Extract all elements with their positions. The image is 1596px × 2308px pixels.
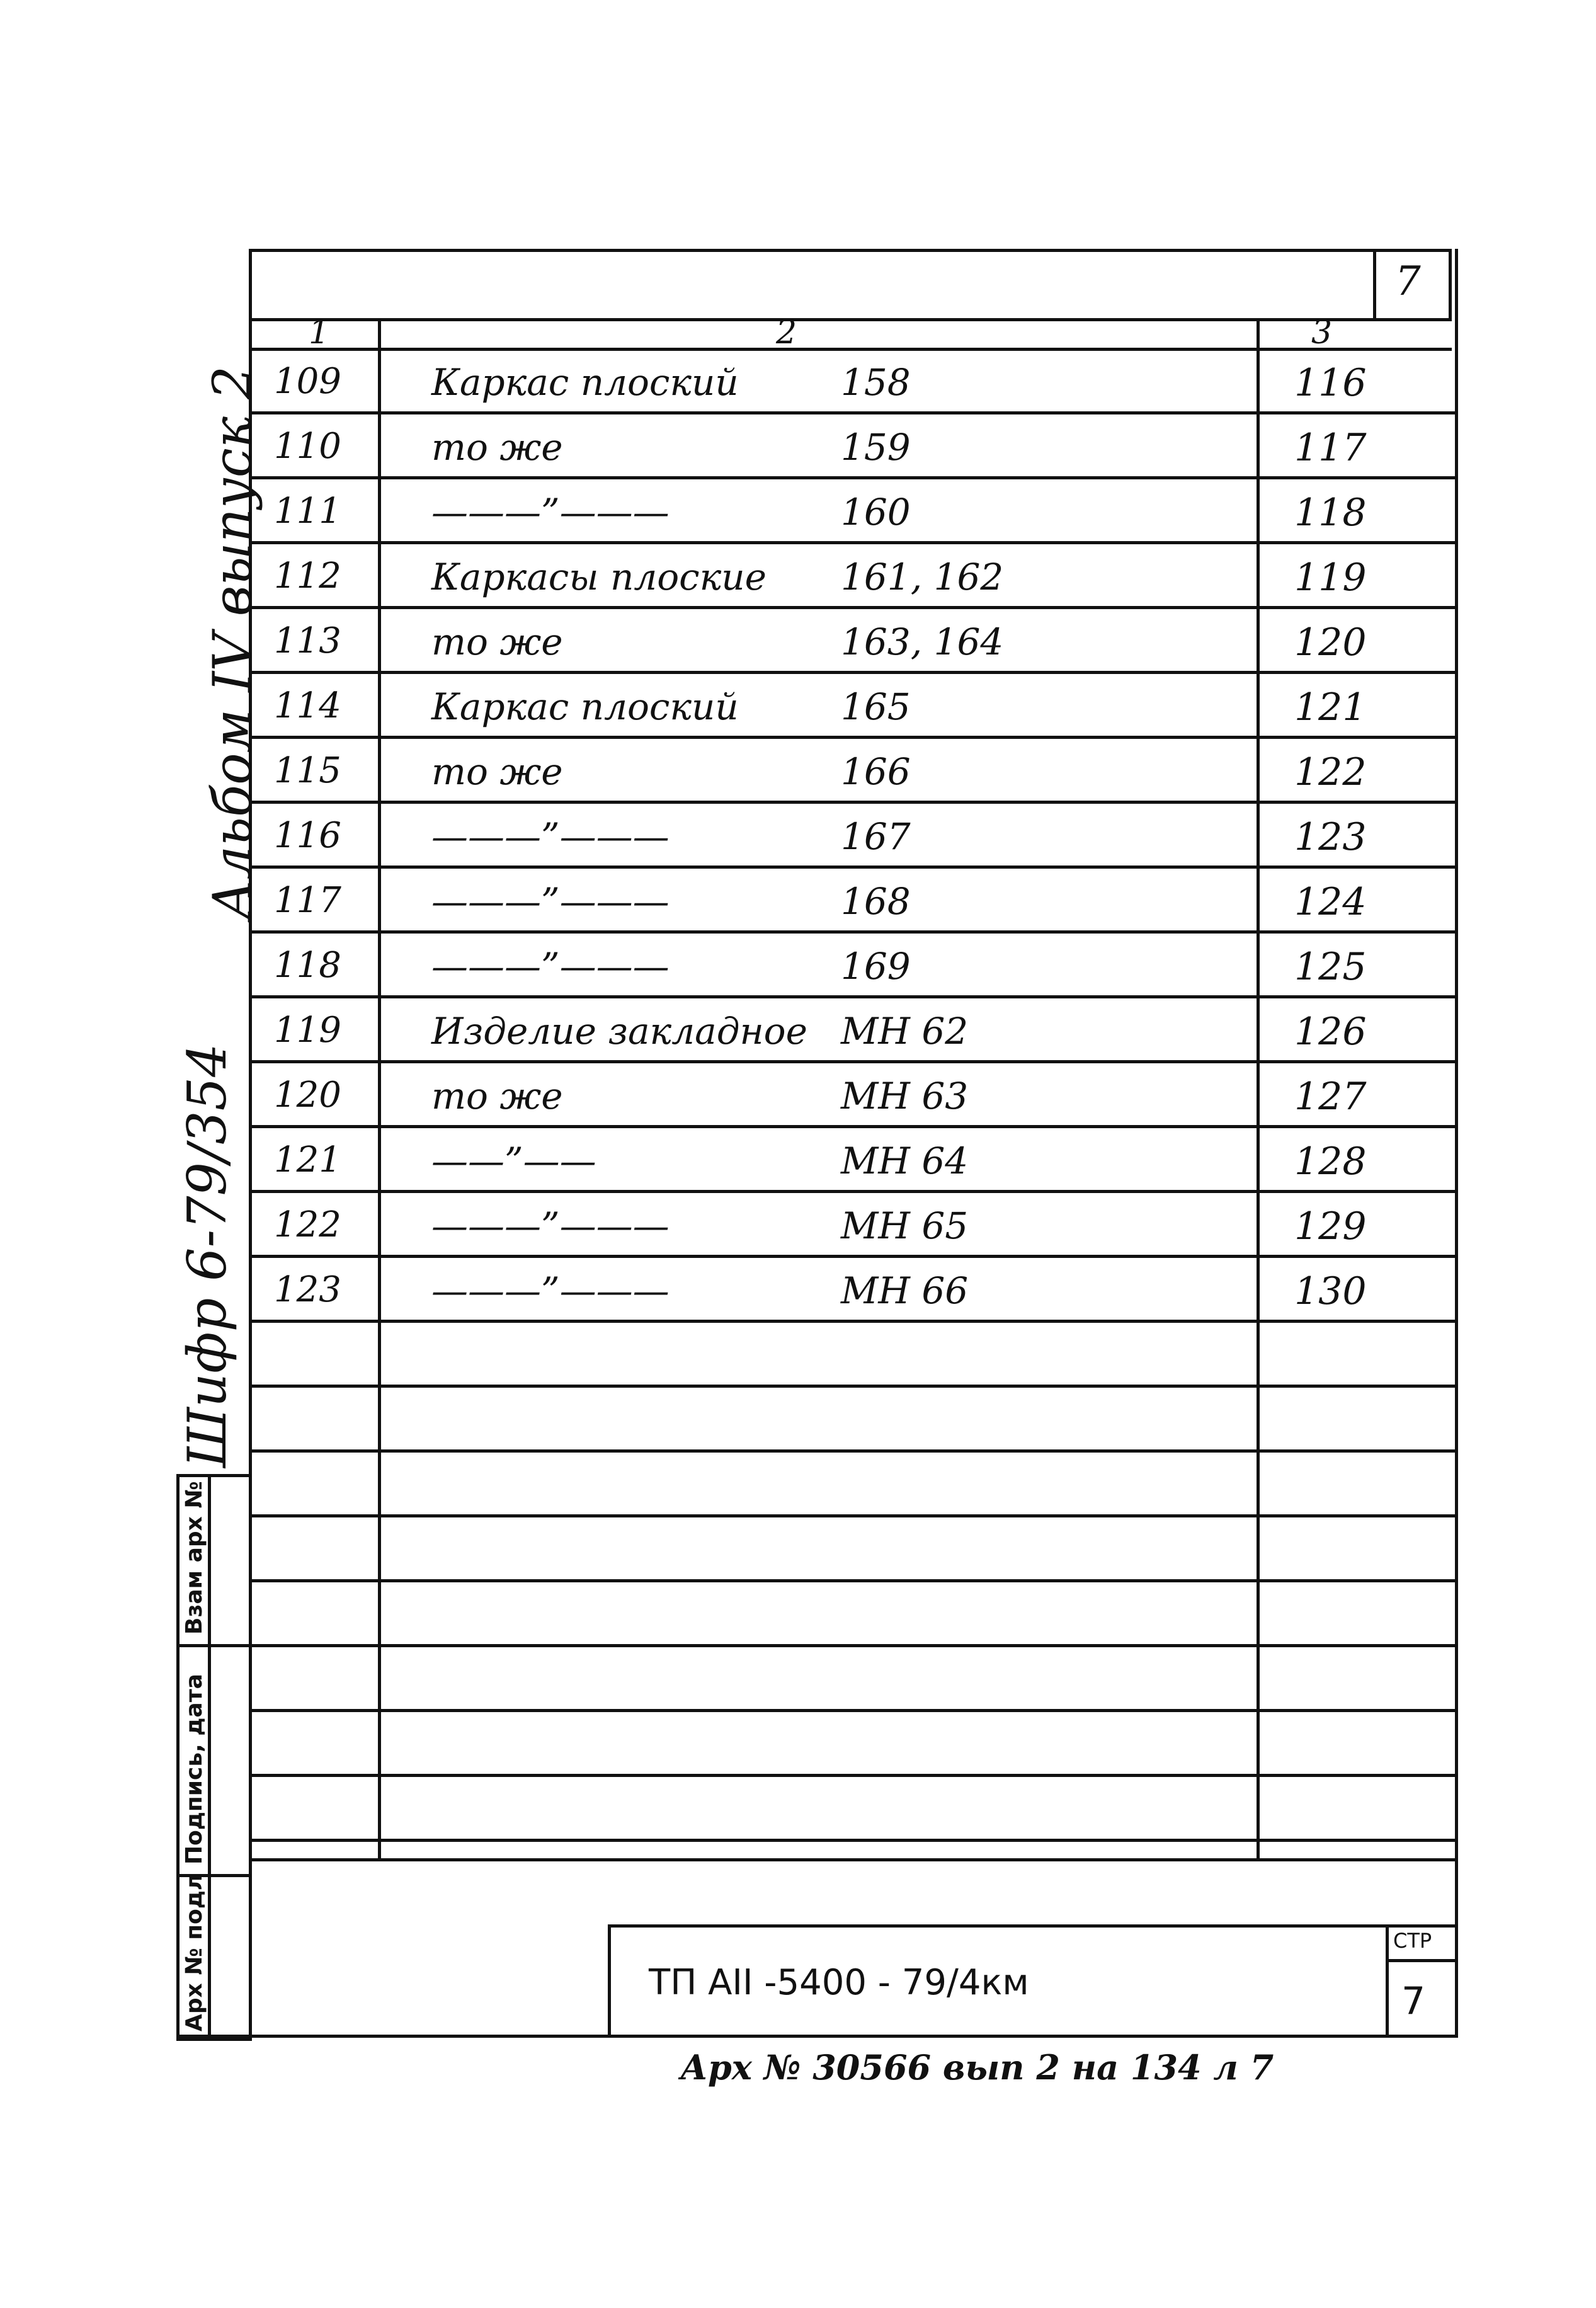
item-name: Каркас плоский — [431, 361, 739, 404]
item-mark: 168 — [841, 880, 911, 923]
cipher-note: Шифр 6-79/354 — [176, 1043, 238, 1468]
page-number: 127 — [1294, 1075, 1367, 1119]
page-number: 116 — [1294, 361, 1367, 405]
left-stamp-divider — [208, 1474, 211, 2041]
row-number: 111 — [274, 491, 341, 532]
item-name: ———”——— — [431, 945, 670, 988]
sheet-label: СТР — [1393, 1929, 1432, 1953]
item-name: ———”——— — [431, 880, 670, 923]
row-number: 122 — [274, 1204, 341, 1245]
row-number: 114 — [274, 685, 341, 726]
item-name: то же — [431, 750, 563, 793]
empty-row-separator — [249, 1579, 1457, 1582]
archive-footer-note: Арх № 30566 вып 2 на 134 л 7 — [680, 2047, 1274, 2088]
page-number: 120 — [1294, 620, 1367, 665]
item-mark: 166 — [841, 750, 911, 793]
page-number: 122 — [1294, 750, 1367, 794]
item-name: ——”—— — [431, 1140, 596, 1182]
column-header-2: 2 — [776, 314, 797, 351]
item-mark: 158 — [841, 361, 911, 404]
page-number: 124 — [1294, 880, 1367, 924]
item-mark: 159 — [841, 426, 911, 469]
page-number: 125 — [1294, 945, 1367, 989]
row-number: 123 — [274, 1269, 341, 1310]
item-name: то же — [431, 426, 563, 469]
row-number: 115 — [274, 750, 341, 791]
item-name: Каркас плоский — [431, 685, 739, 728]
page-number: 128 — [1294, 1140, 1367, 1184]
page-number: 119 — [1294, 556, 1367, 600]
empty-row-separator — [249, 1514, 1457, 1517]
item-mark: 165 — [841, 685, 911, 728]
item-name: то же — [431, 1075, 563, 1117]
empty-row-separator — [249, 1839, 1457, 1842]
page-number: 130 — [1294, 1269, 1367, 1313]
title-block-divider — [1386, 1924, 1389, 2038]
title-block-page-sep — [1386, 1959, 1455, 1962]
page-number: 126 — [1294, 1010, 1367, 1054]
table-row — [249, 934, 1460, 997]
row-number: 110 — [274, 426, 341, 467]
row-number: 109 — [274, 361, 341, 402]
empty-row-separator — [249, 1774, 1457, 1777]
table-row — [249, 674, 1460, 737]
item-mark: 163, 164 — [841, 620, 1004, 663]
column-header-3: 3 — [1311, 314, 1333, 351]
header-top-line — [249, 318, 1452, 321]
table-row — [249, 479, 1460, 542]
item-name: Каркасы плоские — [431, 556, 767, 598]
table-row — [249, 609, 1460, 672]
table-row — [249, 739, 1460, 802]
item-mark: МН 65 — [841, 1204, 969, 1247]
table-row — [249, 544, 1460, 607]
stamp-archive-label: Арх № подл — [181, 1873, 207, 2031]
table-row — [249, 804, 1460, 867]
empty-row-separator — [249, 1709, 1457, 1712]
row-number: 120 — [274, 1075, 341, 1116]
table-row — [249, 414, 1460, 477]
left-stamp-sep-1 — [176, 1644, 252, 1647]
page-number: 117 — [1294, 426, 1367, 470]
table-row — [249, 869, 1460, 932]
sheet-number: 7 — [1401, 1979, 1426, 2023]
table-row — [249, 1193, 1460, 1256]
title-designation: ТП АII -5400 - 79/4км — [649, 1962, 1029, 2003]
row-number: 121 — [274, 1140, 341, 1180]
empty-row-separator — [249, 1449, 1457, 1453]
stamp-signature-label: Подпись, дата — [181, 1674, 207, 1865]
page-number: 129 — [1294, 1204, 1367, 1248]
item-mark: 169 — [841, 945, 911, 988]
page-number: 121 — [1294, 685, 1367, 729]
page-number: 118 — [1294, 491, 1367, 535]
empty-row-separator — [249, 1385, 1457, 1388]
item-mark: 167 — [841, 815, 911, 858]
item-mark: МН 62 — [841, 1010, 969, 1053]
table-row — [249, 1128, 1460, 1191]
table-row — [249, 1258, 1460, 1321]
empty-row-separator — [249, 1644, 1457, 1647]
page-number: 123 — [1294, 815, 1367, 859]
outer-top-box — [249, 249, 1452, 321]
item-mark: 161, 162 — [841, 556, 1004, 598]
table-row — [249, 998, 1460, 1061]
row-separator — [249, 1320, 1457, 1323]
item-mark: МН 66 — [841, 1269, 969, 1312]
item-name: ———”——— — [431, 1204, 670, 1247]
index-table — [249, 350, 1460, 1861]
item-name: то же — [431, 620, 563, 663]
item-name: ———”——— — [431, 1269, 670, 1312]
item-mark: МН 64 — [841, 1140, 969, 1182]
item-mark: 160 — [841, 491, 911, 534]
table-row — [249, 1063, 1460, 1126]
album-note: Альбом IV выпуск 2 — [202, 365, 263, 920]
item-name: Изделие закладное — [431, 1010, 807, 1053]
row-number: 118 — [274, 945, 341, 986]
row-number: 119 — [274, 1010, 341, 1051]
row-number: 113 — [274, 620, 341, 661]
row-number: 117 — [274, 880, 341, 921]
row-number: 112 — [274, 556, 341, 597]
row-number: 116 — [274, 815, 341, 856]
stamp-replace-label: Взам арх № — [181, 1481, 207, 1635]
item-mark: МН 63 — [841, 1075, 969, 1117]
item-name: ———”——— — [431, 491, 670, 534]
item-name: ———”——— — [431, 815, 670, 858]
corner-box-divider — [1373, 249, 1376, 318]
table-row — [249, 350, 1460, 413]
column-header-1: 1 — [309, 314, 330, 351]
corner-mark: 7 — [1395, 258, 1421, 305]
